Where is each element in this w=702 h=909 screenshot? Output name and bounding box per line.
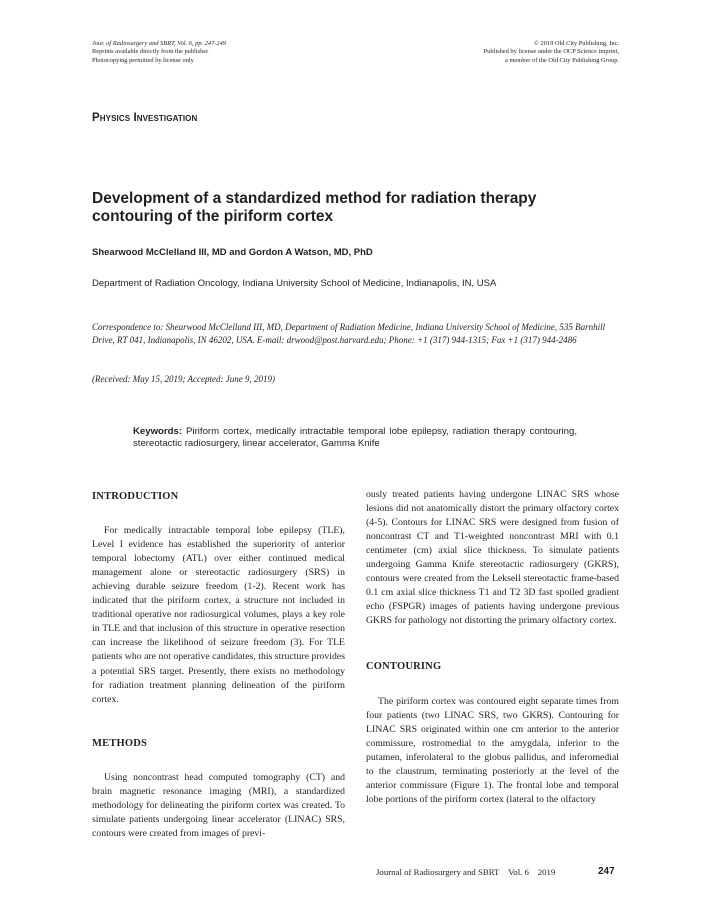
footer-journal: Journal of Radiosurgery and SBRT xyxy=(376,867,500,877)
article-category: Physics Investigation xyxy=(92,112,198,124)
keywords-text: Piriform cortex, medically intractable temporal lobe epilepsy, radiation therapy contouring, stereotactic radiosurgery, linear accelerator, Gamma Knife xyxy=(133,426,577,450)
contouring-heading: CONTOURING xyxy=(366,661,442,673)
author-affiliation: Department of Radiation Oncology, Indiana University School of Medicine, Indianapolis, IN, USA xyxy=(92,278,497,289)
running-header-left xyxy=(92,40,352,65)
introduction-heading: INTRODUCTION xyxy=(92,491,179,502)
article-authors: Shearwood McClelland III, MD and Gordon A Watson, MD, PhD xyxy=(92,247,373,258)
keywords-label: Keywords: xyxy=(133,426,183,437)
page-number: 247 xyxy=(598,866,615,877)
footer-volume: Vol. 6 xyxy=(508,867,529,877)
copyright-line: © 2019 Old City Publishing, Inc. xyxy=(534,40,619,47)
running-header-right xyxy=(359,40,619,65)
introduction-paragraph: For medically intractable temporal lobe epilepsy (TLE), Level I evidence has established the superiority of anterior temporal lobectomy (ATL) over either continued medical management alone or stereotactic radiosurgery (SRS) in achieving durable seizure freedom (1-2). Recent work has indicated that the piriform cortex, a structure not included in traditional operative nor radiosurgical volumes, plays a key role in TLE and that inclusion of this structure in operative resection can increase the likelihood of seizure freedom (3). For TLE patients who are not operative candidates, this structure provides a potential SRS target. Presently, there exists no methodology for radiation treatment planning delineation of the piriform cortex. xyxy=(92,525,345,705)
right-column xyxy=(366,488,619,807)
methods-paragraph: Using noncontrast head computed tomography (CT) and brain magnetic resonance imaging (MRI), a standardized methodology for delineating the piriform cortex was created. To simulate patients undergoing linear accelerator (LINAC) SRS, contours were created from images of previ- xyxy=(92,771,345,839)
methods-heading: METHODS xyxy=(92,737,148,749)
left-column xyxy=(92,490,345,841)
photocopy-note: Photocopying permitted by license only xyxy=(92,56,194,64)
contouring-paragraph: The piriform cortex was contoured eight separate times from four patients (two LINAC SRS, two GKRS). Contouring for LINAC SRS originated within one cm anterior to the anterior commissure, rostromedial to the amygdala, inferior to the putamen, inferolateral to the globus pallidus, and inferomedial to the claustrum, terminating posteriorly at the level of the anterior commissure (Figure 1). The frontal lobe and temporal lobe portions of the piriform cortex (lateral to the olfactory xyxy=(366,695,619,805)
journal-citation: Jour. of Radiosurgery and SBRT, Vol. 6, pp. 247-249 xyxy=(92,40,227,47)
page-footer xyxy=(376,867,555,877)
methods-paragraph-continued: ously treated patients having undergone LINAC SRS whose lesions did not anatomically distort the primary olfactory cortex (4-5). Contours for LINAC SRS were designed from fusion of noncontrast CT and T1-weighted noncontrast MRI with 0.1 centimeter (cm) axial slice thickness. To simulate patients undergoing Gamma Knife stereotactic radiosurgery (GKRS), contours were created from the Leksell stereotactic frame-based 0.1 cm axial slice thickness T1 and T2 3D fast spoiled gradient echo (FSPGR) images of patients having undergone previous GKRS for pathology not distorting the primary olfactory cortex. xyxy=(366,489,619,627)
license-line: Published by license under the OCP Science imprint, xyxy=(483,48,619,56)
keywords xyxy=(133,426,577,451)
publisher-group-line: a member of the Old City Publishing Group. xyxy=(505,56,619,64)
footer-year: 2019 xyxy=(537,867,556,877)
received-dates: (Received: May 15, 2019; Accepted: June 9, 2019) xyxy=(92,374,276,384)
correspondence: Correspondence to: Shearwood McClelland III, MD, Department of Radiation Medicine, Indiana University School of Medicine, 535 Barnhill Drive, RT 041, Indianapolis, IN 46202, USA. E-mail: drwood@post.harvard.edu; Phone: +1 (317) 944-1315; Fax +1 (317) 944-2486 xyxy=(92,322,606,345)
reprints-note: Reprints available directly from the publisher xyxy=(92,48,209,56)
article-title: Development of a standardized method for radiation therapy contouring of the piriform cortex xyxy=(92,190,537,225)
